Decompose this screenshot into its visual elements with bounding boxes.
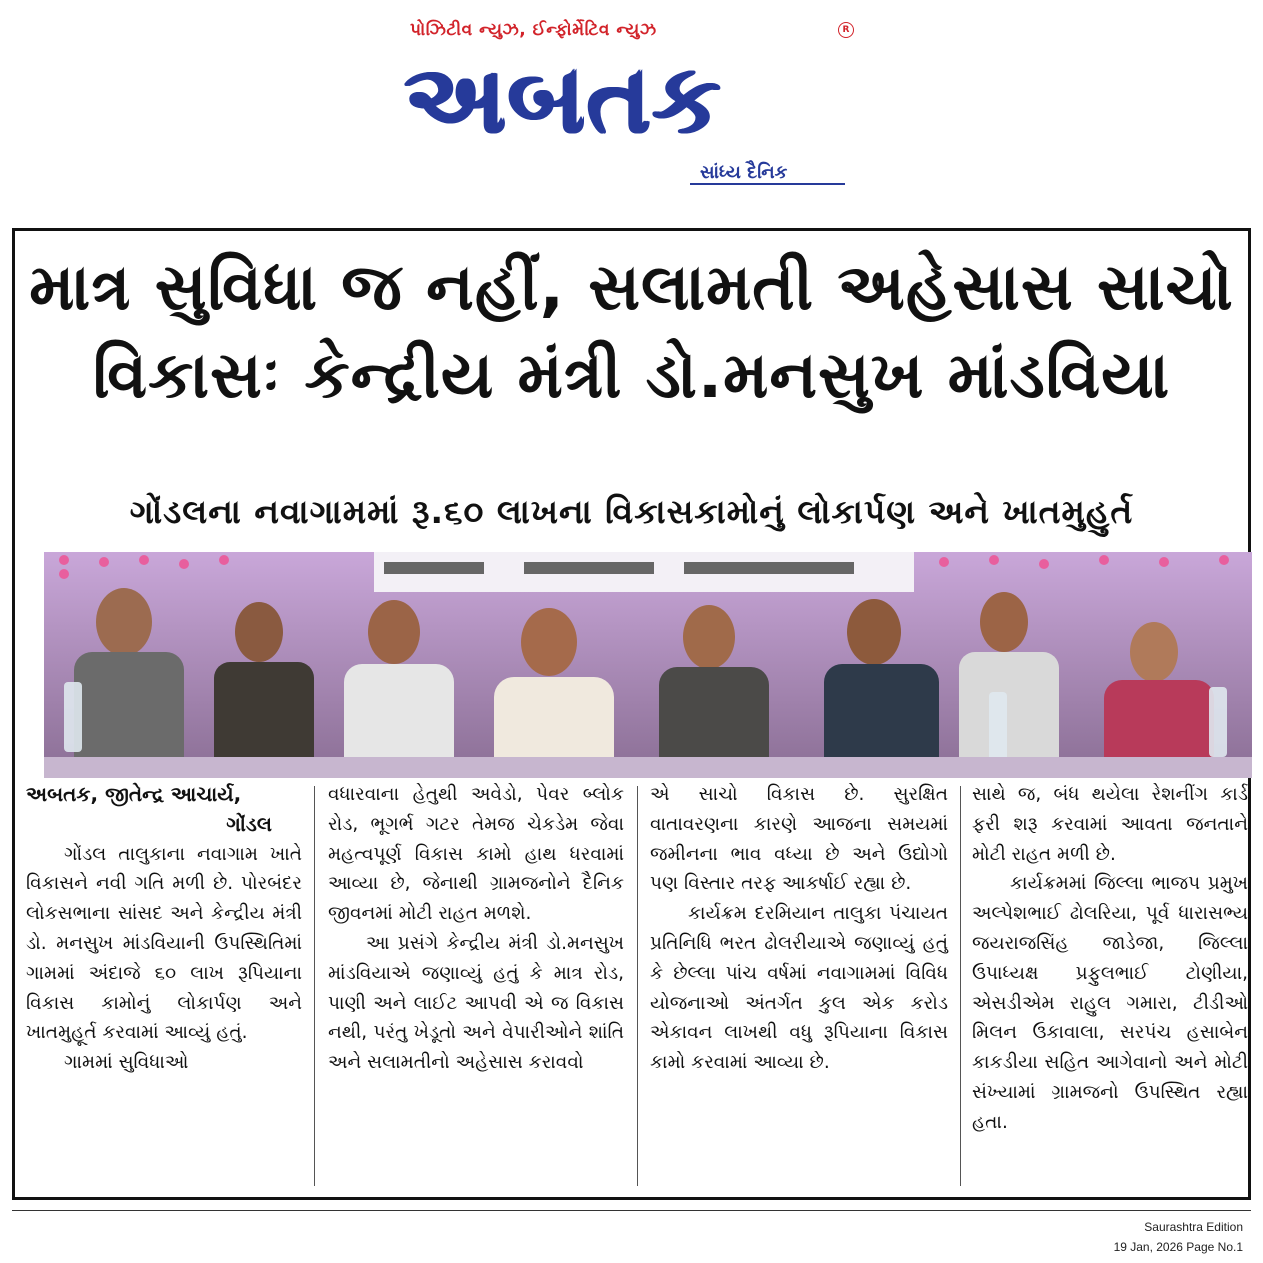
column-4	[972, 780, 1248, 1190]
newspaper-subtitle: સાંધ્ય દૈનિક	[700, 162, 788, 183]
column-divider	[637, 786, 638, 1186]
article-headline	[18, 244, 1245, 420]
headline-line-1: માત્ર સુવિધા જ નહીં, સલામતી અહેસાસ સાચો	[29, 251, 1234, 325]
date-page-label: 19 Jan, 2026 Page No.1	[1113, 1240, 1243, 1254]
paragraph: એ સાચો વિકાસ છે. સુરક્ષિત વાતાવરણના કારણે આજના સમયમાં જમીનના ભાવ વધ્યા છે અને ઉદ્યોગો પણ વિસ્તાર તરફ આકર્ષાઈ રહ્યા છે.	[650, 784, 948, 895]
column-divider	[314, 786, 315, 1186]
headline-line-2: વિકાસઃ કેન્દ્રીય મંત્રી ડો.મનસુખ માંડવિયા	[92, 339, 1171, 413]
column-3	[650, 780, 948, 1190]
logo-underline	[690, 183, 845, 185]
dateline: ગોંડલ	[226, 811, 272, 836]
paragraph: આ પ્રસંગે કેન્દ્રીય મંત્રી ડો.મનસુખ માંડવિયાએ જણાવ્યું હતું કે માત્ર રોડ, પાણી અને લાઈટ આપવી એ જ વિકાસ નથી, પરંતુ ખેડૂતો અને વેપારીઓને શાંતિ અને સલામતીનો અહેસાસ કરાવવો	[328, 932, 624, 1074]
paragraph: ગોંડલ તાલુકાના નવાગામ ખાતે વિકાસને નવી ગતિ મળી છે. પોરબંદર લોકસભાના સાંસદ અને કેન્દ્રીય મંત્રી ડો. મનસુખ માંડવિયાની ઉપસ્થિતિમાં ગામમાં અંદાજે ૬૦ લાખ રૂપિયાના વિકાસ કામોનું લોકાર્પણ અને ખાતમુહૂર્ત કરવામાં આવ્યું હતું.	[26, 843, 302, 1044]
paragraph: કાર્યક્રમ દરમિયાન તાલુકા પંચાયત પ્રતિનિધિ ભરત ઢોલરીયાએ જણાવ્યું હતું કે છેલ્લા પાંચ વર્ષમાં નવાગામમાં વિવિધ યોજનાઓ અંતર્ગત કુલ એક કરોડ એકાવન લાખથી વધુ રૂપિયાના વિકાસ કામો કરવામાં આવ્યા છે.	[650, 903, 948, 1074]
newspaper-logo: અબતક	[404, 43, 722, 155]
column-divider	[960, 786, 961, 1186]
registered-mark: R	[838, 22, 854, 38]
tagline: પોઝિટીવ ન્યુઝ, ઈન્ફોર્મેટિવ ન્યુઝ	[410, 20, 657, 40]
edition-label: Saurashtra Edition	[1144, 1220, 1243, 1234]
paragraph: ગામમાં સુવિધાઓ	[64, 1052, 189, 1074]
paragraph: કાર્યક્રમમાં જિલ્લા ભાજપ પ્રમુખ અલ્પેશભાઈ ઢોલરિયા, પૂર્વ ધારાસભ્ય જયરાજસિંહ જાડેજા, જિલ્લા ઉપાધ્યક્ષ પ્રફુલભાઈ ટોણીયા, એસડીએમ રાહુલ ગમારા, ટીડીઓ મિલન ઉકાવાલા, સરપંચ હસાબેન કાકડીયા સહિત આગેવાનો અને મોટી સંખ્યામાં ગ્રામજનો ઉપસ્થિત રહ્યા હતા.	[972, 873, 1248, 1133]
article-body	[24, 780, 1250, 1190]
column-2	[328, 780, 624, 1190]
article-subheadline: ગોંડલના નવાગામમાં રૂ.૬૦ લાખના વિકાસકામોનું લોકાર્પણ અને ખાતમુહુર્ત	[129, 492, 1134, 531]
footer-rule	[12, 1210, 1251, 1211]
masthead	[400, 14, 860, 204]
byline: અબતક, જીતેન્દ્ર આચાર્ય,	[26, 782, 242, 806]
paragraph: વધારવાના હેતુથી અવેડો, પેવર બ્લોક રોડ, ભૂગર્ભ ગટર તેમજ ચેકડેમ જેવા મહત્વપૂર્ણ વિકાસ કામો હાથ ધરવામાં આવ્યા છે, જેનાથી ગ્રામજનોને દૈનિક જીવનમાં મોટી રાહત મળશે.	[328, 784, 624, 925]
event-photo	[44, 552, 1252, 778]
paragraph: સાથે જ, બંધ થયેલા રેશનીંગ કાર્ડ ફરી શરૂ કરવામાં આવતા જનતાને મોટી રાહત મળી છે.	[972, 784, 1248, 865]
column-1	[26, 780, 302, 1190]
